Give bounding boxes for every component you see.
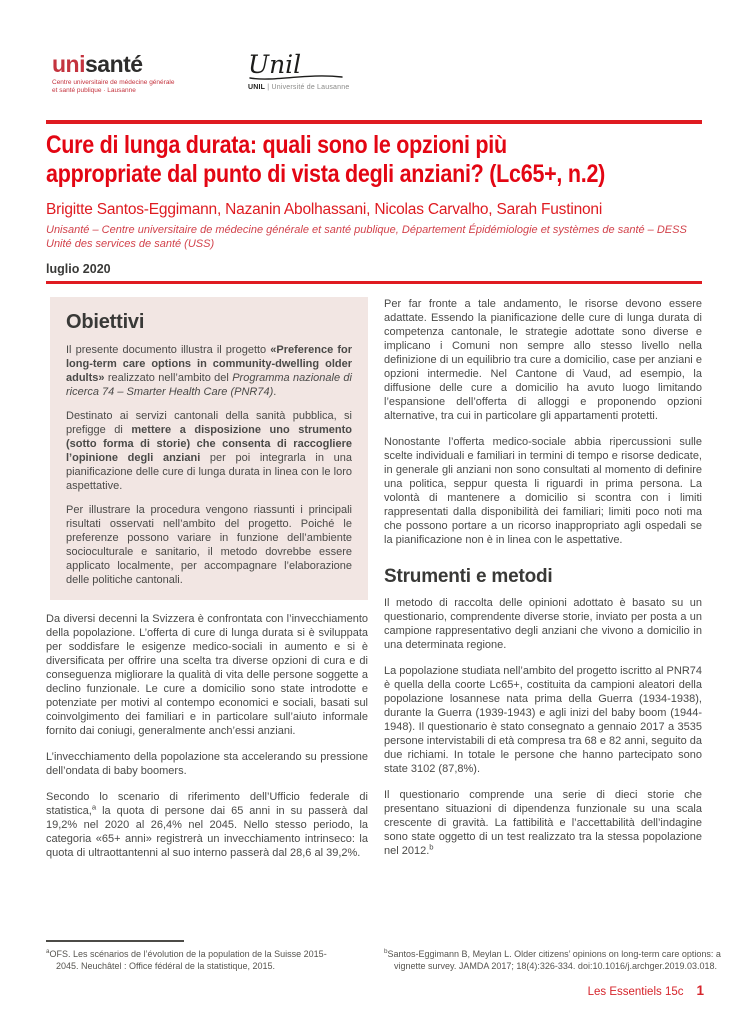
publication-date: luglio 2020 — [46, 262, 111, 276]
two-column-body — [46, 297, 702, 860]
unisante-tagline-line1: Centre universitaire de médecine générale — [52, 79, 175, 86]
header — [46, 52, 702, 106]
left-paragraph-1: Da diversi decenni la Svizzera è confrontata con l’invecchiamento della popolazione. L’offerta di cure di lunga durata si è sviluppata per soddisfare le esigenze medico-sociali in aumento e si è diversificata per offrire una scelta tra diverse opzioni di cura e di conseguenza migliorare la qualità di vita delle persone soggette a declino funzionale. Le cure a domicilio sono state introdotte e potenziate per motivi al contempo economici e sociali, basati sul coinvolgimento dei familiari e in particolare sull’aiuto informale fornito dai coniugi, generalmente anch’essi anziani. — [46, 613, 368, 737]
left-paragraph-3: Secondo lo scenario di riferimento dell’Ufficio federale di statistica,$^a$ la quota di persone dai 65 anni in su passerà dal 19,2% nel 2020 al 26,4% nel 2045. Nello stesso periodo, la categoria «65+ anni» registrerà un invecchiamento intrinseco: la quota di ultraottantenni al suo interno passerà dal 28,6 al 39,2%. — [46, 791, 368, 859]
title-line-1: Cure di lunga durata: quali sono le opzioni più — [46, 131, 507, 159]
footnote-b — [384, 949, 730, 972]
unisante-wordmark — [52, 52, 202, 76]
right-paragraph-5: Il questionario comprende una serie di dieci storie che presentano situazioni di dipendenza funzionale su una scala crescente di gravità. La fattibilità e l’accettabilità dell’indagine sono state oggetto di un test realizzato tra la stessa popolazione nel 2012.$^b$ — [384, 789, 702, 857]
right-paragraph-4: La popolazione studiata nell’ambito del progetto iscritto al PNR74 è quella della coorte Lc65+, costituita da campioni aleatori della popolazione losannese nata prima della Guerra (1934-1938), durante la Guerra (1939-1943) e agli inizi del baby boom (1944-1948). Il questionario è stato consegnato a gennaio 2017 a 3535 persone intervistabili di età compresa tra 68 e 82 anni, seguito da due richiami. In totale le persone che hanno partecipato sono state 3102 (87,8%). — [384, 665, 702, 775]
title-line-2: appropriate dal punto di vista degli anziani? (Lc65+, n.2) — [46, 160, 606, 188]
title-top-rule — [46, 120, 702, 124]
objectives-paragraph-1: Il presente documento illustra il progetto «Preference for long-term care options in community-dwelling older adults» realizzato nell’ambito del Programma nazionale di ricerca 74 – Smarter Health Care (PNR74). — [66, 344, 352, 398]
unisante-tagline-line2: et santé publique · Lausanne — [52, 87, 136, 94]
footnote-b-text: Santos-Eggimann B, Meylan L. Older citizens’ opinions on long-term care options: a vignette survey. JAMDA 2017; 18(4):326-334. doi:10.1016/j.archger.2019.03.018. — [387, 949, 721, 971]
unisante-logo — [52, 52, 202, 95]
header-bottom-rule — [46, 281, 702, 284]
footnote-a-marker: a — [46, 948, 50, 955]
unisante-wordmark-uni: uni — [52, 51, 85, 77]
right-paragraph-2: Nonostante l’offerta medico-sociale abbia ripercussioni sulle scelte individuali e familiari in termini di tempo e risorse dedicate, in generale gli anziani non sono consultati al momento di definire una politica, seppur questa li riguardi in prima persona. La volontà di mantenere a domicilio si scontra con i limiti rappresentati dalla disponibilità dei familiari; limiti poco noti ma che possono portare a un ricorso inappropriato agli ospedali se la pianificazione non è in linea con le aspettative. — [384, 436, 702, 546]
objectives-paragraph-3: Per illustrare la procedura vengono riassunti i principali risultati osservati nell’ambito del progetto. Poiché le preferenze possono variare in funzione dell’ambiente socioculturale e sanitario, il metodo dovrebbe essere applicato localmente, per accompagnare l’elaborazione delle politiche cantonali. — [66, 504, 352, 586]
affiliation-line: Unisanté – Centre universitaire de médecine générale et santé publique, Département Épidémiologie et systèmes de santé – DESS Unité des services de santé (USS) — [46, 224, 687, 250]
unil-script-signature: Unil — [248, 50, 302, 79]
left-paragraph-2: L’invecchiamento della popolazione sta accelerando su pressione dell’ondata di baby boomers. — [46, 751, 368, 777]
footnote-divider — [46, 940, 184, 942]
right-paragraph-3: Il metodo di raccolta delle opinioni adottato è basato su un questionario, comprendente diverse storie, inviato per posta a un campione rappresentativo degli anziani che vivono a domicilio in una determinata regione. — [384, 597, 702, 651]
unil-caption-acronym: UNIL — [248, 84, 266, 91]
document-title — [46, 131, 702, 189]
right-column — [384, 297, 702, 860]
footnote-a-text: OFS. Les scénarios de l’évolution de la population de la Suisse 2015-2045. Neuchâtel : Office fédéral de la statistique, 2015. — [49, 949, 327, 971]
authors-line: Brigitte Santos-Eggimann, Nazanin Abolhassani, Nicolas Carvalho, Sarah Fustinoni — [46, 201, 603, 218]
right-paragraph-1: Per far fronte a tale andamento, le risorse devono essere adattate. Essendo la pianificazione delle cure di lunga durata di competenza cantonale, le strategie adottate sono diverse e implicano i Comuni non sempre allo stesso livello nella definizione di un equilibrio tra cure a domicilio, case per anziani e opzioni intermedie. Nel Cantone di Vaud, ad esempio, la diffusione delle cure a domicilio ha avuto luogo limitando l’espansione dell’offerta di alloggi e proponendo opzioni alternative, tra cui in particolare gli appartamenti protetti. — [384, 298, 702, 422]
footnote-a — [46, 949, 348, 972]
footnote-b-marker: b — [384, 948, 388, 955]
unil-caption-name: | Université de Lausanne — [267, 84, 350, 91]
series-label: Les Essentiels 15c — [587, 986, 684, 998]
unil-caption — [248, 84, 349, 91]
page-footer — [588, 983, 704, 998]
objectives-box — [50, 297, 368, 600]
unisante-tagline — [52, 79, 202, 95]
left-column — [46, 297, 368, 860]
unil-logo — [248, 52, 349, 91]
objectives-heading: Obiettivi — [66, 311, 145, 333]
objectives-paragraph-2: Destinato ai servizi cantonali della sanità pubblica, si prefigge di mettere a disposizione uno strumento (sotto forma di storie) che consenta di raccogliere l’opinione degli anziani per poi integrarla in una pianificazione delle cure di lunga durata in linea con le loro aspettative. — [66, 410, 352, 492]
page-number: 1 — [696, 983, 704, 998]
methods-heading: Strumenti e metodi — [384, 566, 553, 587]
unisante-wordmark-sante: santé — [85, 51, 143, 77]
